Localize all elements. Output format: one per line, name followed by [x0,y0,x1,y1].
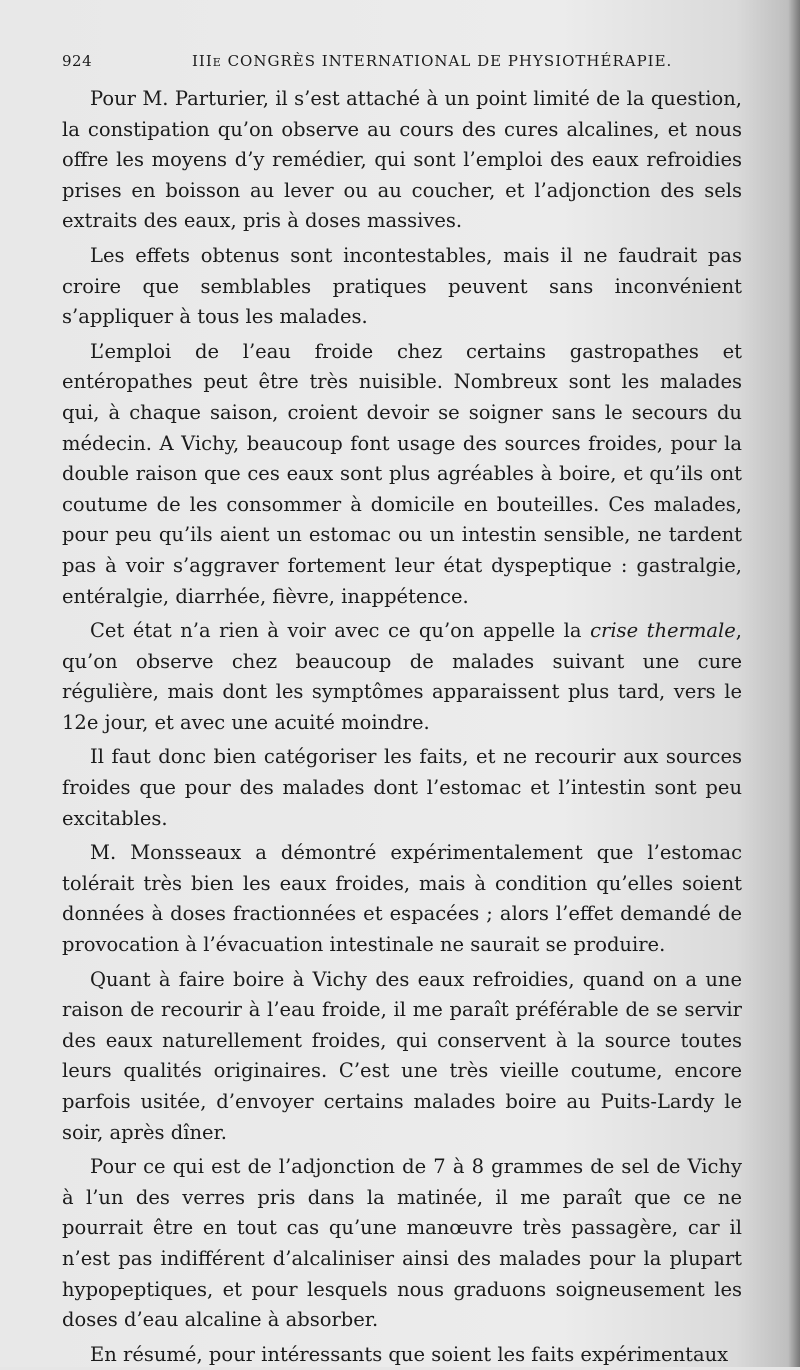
paragraph: Les effets obtenus sont incontestables, mais il ne faudrait pas croire que semblables pratiques peuvent sans inconvénient s’appliquer à tous les malades. [62,243,742,329]
page-body [62,84,742,1370]
paragraph-text: , qu’on observe chez beaucoup de malades suivant une cure régulière, mais dont les symptômes apparaissent plus tard, vers le 12e jour, et avec une acuité moindre. [62,619,742,734]
paragraph [62,616,742,738]
running-title: IIIe CONGRÈS INTERNATIONAL DE PHYSIOTHÉRAPIE. [192,52,673,70]
paragraph: En résumé, pour intéressants que soient les faits expérimentaux [90,1342,729,1366]
paragraph: Quant à faire boire à Vichy des eaux refroidies, quand on a une raison de recourir à l’eau froide, il me paraît préférable de se servir des eaux naturellement froides, qui conservent à la source toutes leurs qualités originaires. C’est une très vieille coutume, encore parfois usitée, d’envoyer certains malades boire au Puits-Lardy le soir, après dîner. [62,967,742,1144]
paragraph: L’emploi de l’eau froide chez certains gastropathes et entéropathes peut être très nuisible. Nombreux sont les malades qui, à chaque saison, croient devoir se soigner sans le secours du médecin. A Vichy, beaucoup font usage des sources froides, pour la double raison que ces eaux sont plus agréables à boire, et qu’ils ont coutume de les consommer à domicile en bouteilles. Ces malades, pour peu qu’ils aient un estomac ou un intestin sensible, ne tardent pas à voir s’aggraver fortement leur état dyspeptique : gastralgie, entéralgie, diarrhée, fièvre, inappétence. [62,339,742,608]
italic-term: crise thermale [590,619,736,643]
paragraph: Pour M. Parturier, il s’est attaché à un point limité de la question, la constipation qu’on observe au cours des cures alcalines, et nous offre les moyens d’y remédier, qui sont l’emploi des eaux refroidies prises en boisson au lever ou au coucher, et l’adjonction des sels extraits des eaux, pris à doses massives. [62,87,742,233]
paragraph: M. Monsseaux a démontré expérimentalement que l’estomac tolérait très bien les eaux froides, mais à condition qu’elles soient données à doses fractionnées et espacées ; alors l’effet demandé de provocation à l’évacuation intestinale ne saurait se produire. [62,841,742,957]
page-number: 924 [62,52,93,70]
paragraph: Il faut donc bien catégoriser les faits, et ne recourir aux sources froides que pour des malades dont l’estomac et l’intestin sont peu excitables. [62,745,742,830]
paragraph: Pour ce qui est de l’adjonction de 7 à 8 grammes de sel de Vichy à l’un des verres pris dans la matinée, il me paraît que ce ne pourrait être en tout cas qu’une manœuvre très passagère, car il n’est pas indifférent d’alcaliniser ainsi des malades pour la plupart hypopeptiques, et pour lesquels nous graduons soigneusement les doses d’eau alcaline à absorber. [62,1155,742,1332]
page-header [62,52,742,70]
paragraph-text: Cet état n’a rien à voir avec ce qu’on appelle la [90,619,591,643]
